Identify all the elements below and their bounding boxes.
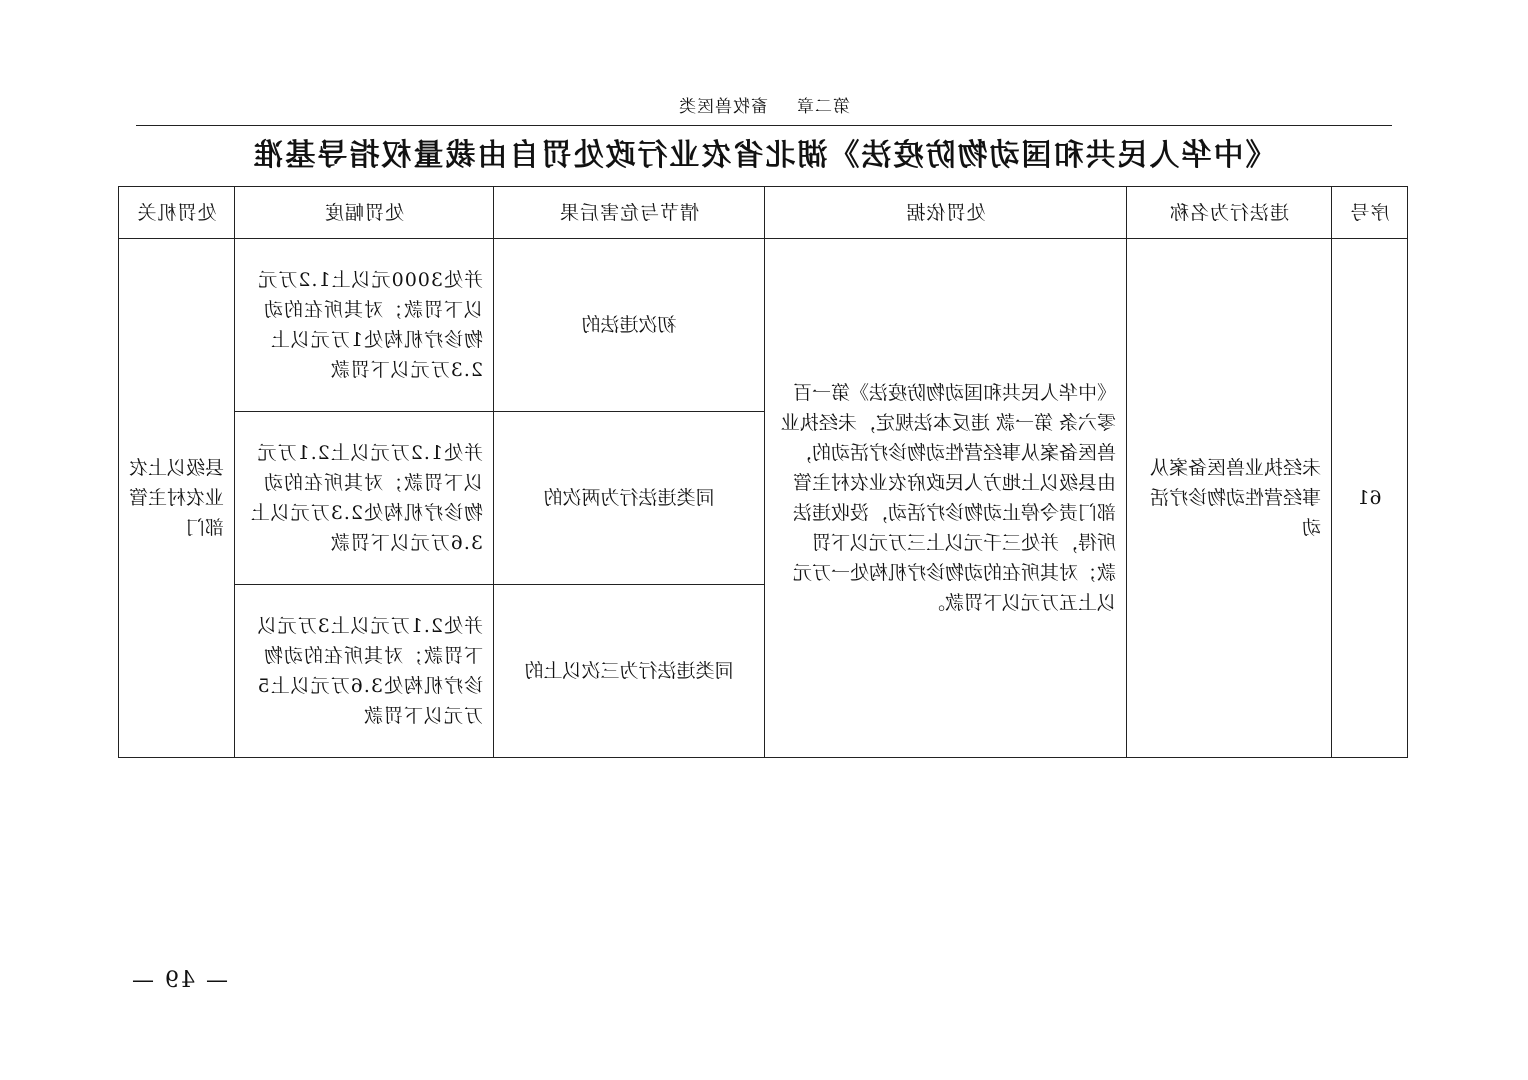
circumstance-cell-2: 同类违法行为两次的 bbox=[494, 412, 765, 585]
col-header-violation: 违法行为名称 bbox=[1127, 187, 1332, 239]
section-label: 畜牧兽医类 bbox=[678, 97, 768, 117]
chapter-label: 第二章 bbox=[796, 97, 850, 117]
violation-cell: 未经执业兽医备案从事经营性动物诊疗活动 bbox=[1127, 239, 1332, 758]
col-header-penalty-range: 处罚幅度 bbox=[235, 187, 494, 239]
col-header-authority: 处罚机关 bbox=[119, 187, 235, 239]
circumstance-cell-1: 初次违法的 bbox=[494, 239, 765, 412]
col-header-number: 序号 bbox=[1332, 187, 1408, 239]
table-row bbox=[119, 239, 1408, 412]
document-title: 《中华人民共和国动物防疫法》湖北省农业行政处罚自由裁量权指导基准 bbox=[251, 138, 1276, 173]
penalty-range-cell-2: 并处1.2万元以上2.1万元以下罚款；对其所在的动物诊疗机构处2.3万元以上3.6万元以下罚款 bbox=[235, 412, 494, 585]
page-number: — 49 — bbox=[130, 968, 228, 993]
col-header-basis: 处罚依据 bbox=[765, 187, 1127, 239]
running-header bbox=[136, 92, 1392, 126]
penalty-standard-table bbox=[118, 186, 1408, 758]
table-header-row bbox=[119, 187, 1408, 239]
circumstance-cell-3: 同类违法行为三次以上的 bbox=[494, 585, 765, 758]
row-number-cell: 61 bbox=[1332, 239, 1408, 758]
basis-cell: 《中华人民共和国动物防疫法》第一百零六条 第一款 违反本法规定，未经执业兽医备案从事经营性动物诊疗活动的，由县级以上地方人民政府农业农村主管部门责令停止动物诊疗活动，没收违法所得，并处三千元以上三万元以下罚款；对其所在的动物诊疗机构处一万元以上五万元以下罚款。 bbox=[765, 239, 1127, 758]
col-header-circumstance: 情节与危害后果 bbox=[494, 187, 765, 239]
penalty-range-cell-3: 并处2.1万元以上3万元以下罚款；对其所在的动物诊疗机构处3.6万元以上5万元以下罚款 bbox=[235, 585, 494, 758]
authority-cell: 县级以上农业农村主管部门 bbox=[119, 239, 235, 758]
penalty-range-cell-1: 并处3000元以上1.2万元以下罚款；对其所在的动物诊疗机构处1万元以上2.3万元以下罚款 bbox=[235, 239, 494, 412]
